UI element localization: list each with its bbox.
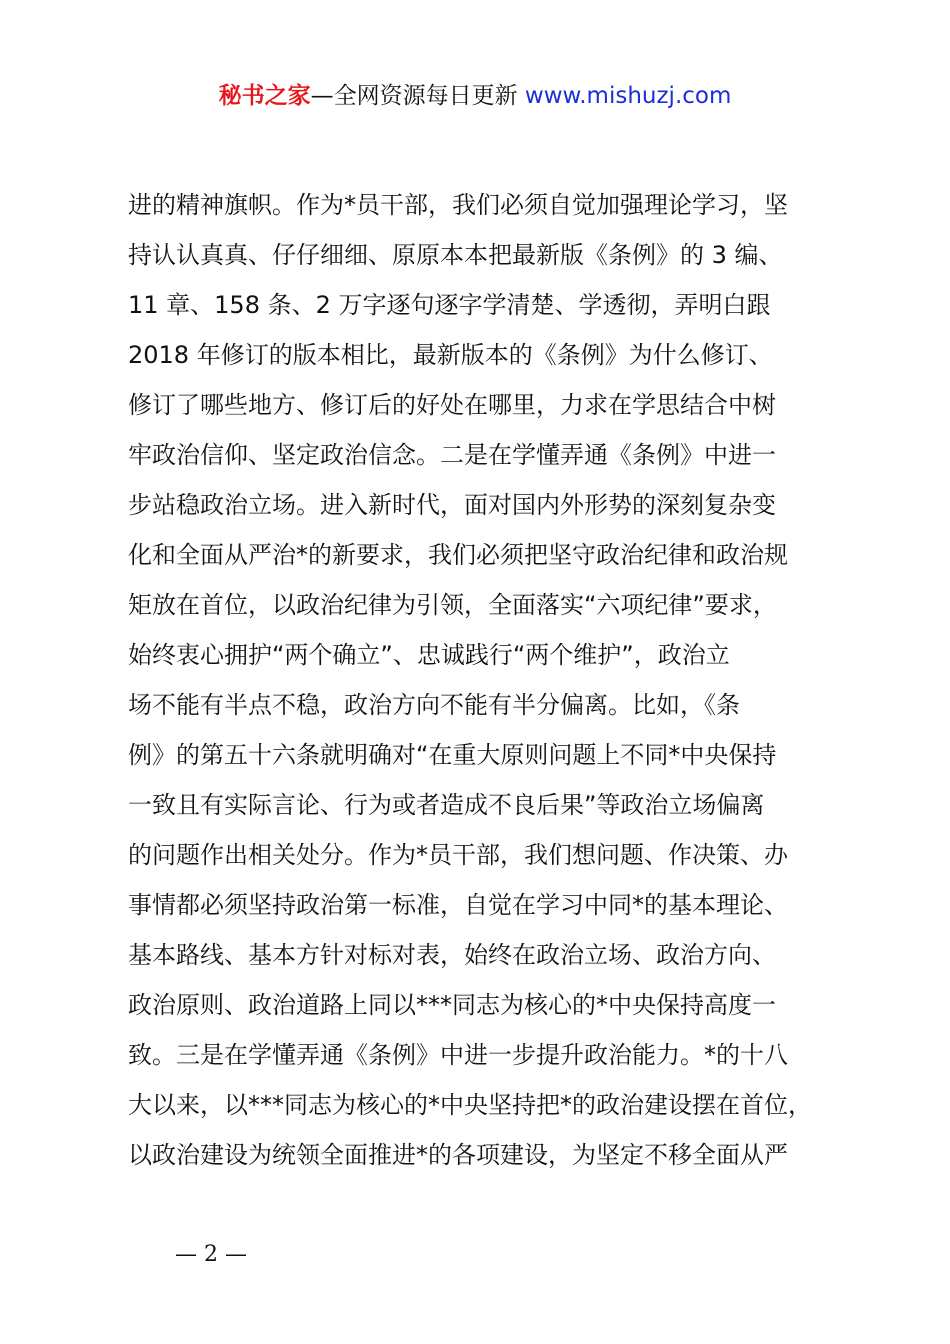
text-line: 的问题作出相关处分。作为*员干部，我们想问题、作决策、办 xyxy=(128,841,788,869)
text-line: 11 章、158 条、2 万字逐句逐字学清楚、学透彻，弄明白跟 xyxy=(128,291,771,319)
text-line: 政治原则、政治道路上同以***同志为核心的*中央保持高度一 xyxy=(128,991,776,1019)
text-line: 修订了哪些地方、修订后的好处在哪里，力求在学思结合中树 xyxy=(128,391,776,419)
document-body xyxy=(128,180,868,1180)
text-line: 始终衷心拥护“两个确立”、忠诚践行“两个维护”，政治立 xyxy=(128,641,730,669)
text-line: 大以来，以***同志为核心的*中央坚持把*的政治建设摆在首位， xyxy=(128,1091,812,1119)
text-line: 场不能有半点不稳，政治方向不能有半分偏离。比如，《条 xyxy=(128,691,740,719)
text-line: 以政治建设为统领全面推进*的各项建设，为坚定不移全面从严 xyxy=(128,1141,788,1169)
site-header xyxy=(0,80,950,112)
text-line: 2018 年修订的版本相比，最新版本的《条例》为什么修订、 xyxy=(128,341,773,369)
text-line: 事情都必须坚持政治第一标准，自觉在学习中同*的基本理论、 xyxy=(128,891,788,919)
text-line: 化和全面从严治*的新要求，我们必须把坚守政治纪律和政治规 xyxy=(128,541,788,569)
text-line: 例》的第五十六条就明确对“在重大原则问题上不同*中央保持 xyxy=(128,741,777,769)
text-line: 基本路线、基本方针对标对表，始终在政治立场、政治方向、 xyxy=(128,941,776,969)
text-line: 牢政治信仰、坚定政治信念。二是在学懂弄通《条例》中进一 xyxy=(128,441,776,469)
brand-name: 秘书之家 xyxy=(218,83,311,109)
site-url-link[interactable]: www.mishuzj.com xyxy=(524,83,732,109)
text-line: 进的精神旗帜。作为*员干部，我们必须自觉加强理论学习，坚 xyxy=(128,191,788,219)
text-line: 致。三是在学懂弄通《条例》中进一步提升政治能力。*的十八 xyxy=(128,1041,788,1069)
header-tagline: —全网资源每日更新 xyxy=(310,83,518,109)
page-number: — 2 — xyxy=(175,1242,247,1267)
text-line: 一致且有实际言论、行为或者造成不良后果”等政治立场偏离 xyxy=(128,791,765,819)
text-line: 步站稳政治立场。进入新时代，面对国内外形势的深刻复杂变 xyxy=(128,491,776,519)
text-line: 矩放在首位，以政治纪律为引领，全面落实“六项纪律”要求， xyxy=(128,591,777,619)
text-line: 持认认真真、仔仔细细、原原本本把最新版《条例》的 3 编、 xyxy=(128,241,783,269)
